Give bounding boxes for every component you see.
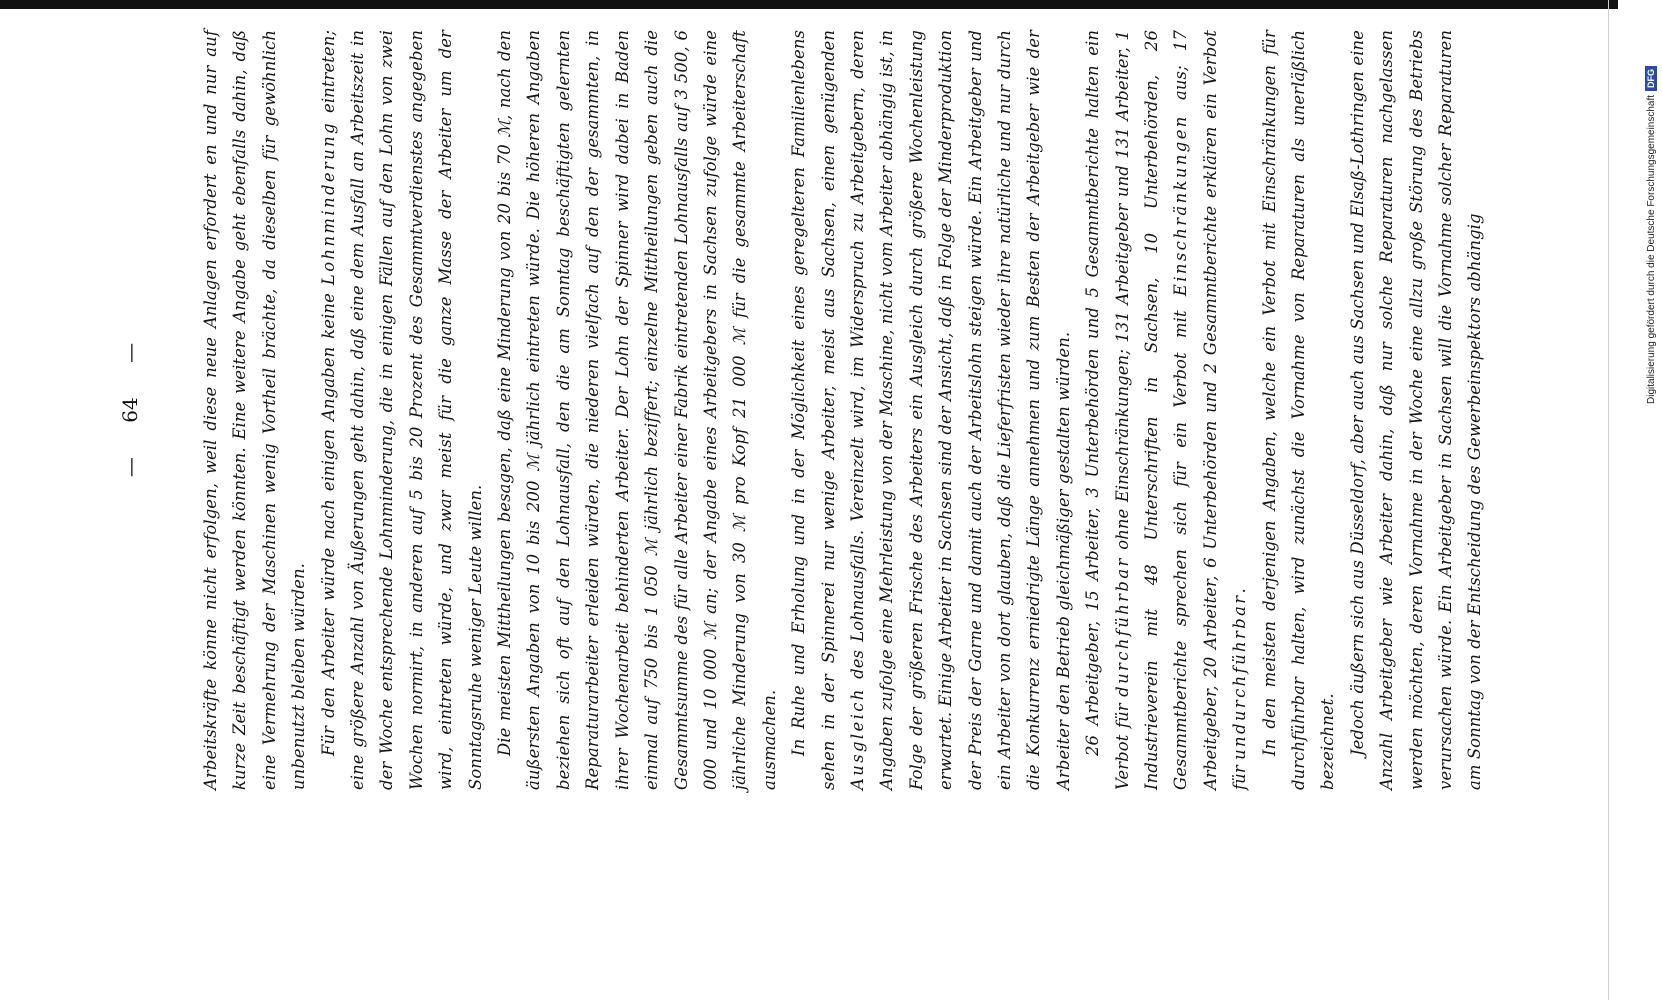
emphasized-text: durchführbar (1112, 556, 1132, 697)
digitization-notice (1640, 0, 1662, 404)
paragraph-text: In den meisten derjenigen Angaben, welche ein Verbot mit Einschränkungen für durchführbar halten, wird zunächst die Vornahme von Reparaturen als unerläßlich bezeichnet. (1259, 30, 1338, 790)
paragraph (314, 30, 490, 790)
paragraph (196, 30, 314, 790)
digitization-notice-strip (1618, 0, 1657, 1000)
scan-page-edge (1608, 0, 1609, 1000)
emphasized-text: Lohnminderung (318, 121, 338, 286)
paragraph (1078, 30, 1254, 790)
paragraph-text: Jedoch äußern sich aus Düsseldorf, aber auch aus Sachsen und Elsaß-Lothringen eine Anzahl Arbeitgeber wie Arbeiter dahin, daß nur solche Reparaturen nachgelassen werden möchten, deren Vornahme in der Woche eine allzu große Störung des Betriebs verursachen würde. Ein Arbeitgeber in Sachsen will die Vornahme solcher Reparaturen am Sonntag von der Entscheidung des Gewerbeinspektors abhängig (1347, 30, 1485, 790)
paragraph (1255, 30, 1343, 790)
paragraph-text: . (1230, 588, 1250, 594)
rotated-page-content (100, 29, 1485, 790)
emphasized-text: undurchführbar (1230, 593, 1250, 760)
dash-left: — (118, 457, 142, 478)
paragraph (1343, 30, 1490, 790)
dfg-logo: DFG (1645, 66, 1657, 91)
paragraph-text: Die meisten Mittheilungen besagen, daß eine Minderung von 20 bis 70 ℳ, nach den äußersten Angaben von 10 bis 200 ℳ jährlich eintreten würde. Die höheren Angaben beziehen sich oft auf den Lohnausfall, den die am Sonntag beschäftigten gelernten Reparaturarbeiter erleiden würden, die niederen vielfach auf den der gesammten, in ihrer Wochenarbeit behinderten Arbeiter. Der Lohn der Spinner wird dabei in Baden einmal auf 750 bis 1 050 ℳ jährlich beziffert; einzelne Mittheilungen geben auch die Gesammtsumme des für alle Arbeiter einer Fabrik eintretenden Lohnausfalls auf 3 500, 6 000 und 10 000 ℳ an; der Angabe eines Arbeitgebers in Sachsen zufolge würde eine jährliche Minderung von 30 ℳ pro Kopf 21 000 ℳ für die gesammte Arbeiterschaft ausmachen. (495, 30, 779, 790)
paragraph (490, 30, 784, 790)
page-number: 64 (118, 397, 142, 423)
paragraph (784, 30, 1078, 790)
paragraph-text: ohne Einschränkungen; 131 Arbeitgeber und 131 Arbeiter, 1 Industrieverein mit 48 Unterschriften in Sachsen, 10 Unterbehörden, 26 Gesammtberichte sprechen sich für ein Verbot mit (1112, 30, 1191, 790)
paragraph-text: Arbeitskräfte könne nicht erfolgen, weil diese neue Anlagen erfordert en und nur auf kurze Zeit beschäftigt werden könnten. Eine weitere Angabe geht ebenfalls dahin, daß eine Vermehrung der Maschinen wenig Vortheil brächte, da dieselben für gewöhnlich unbenutzt bleiben würden. (201, 30, 309, 790)
dash-right: — (118, 342, 142, 363)
digitization-notice-text: Digitalisierung gefördert durch die Deutsche Forschungsgemeinschaft (1645, 94, 1657, 404)
body-text (196, 29, 1485, 790)
paragraph-text: eintreten; eine größere Anzahl von Äußerungen geht dahin, daß eine dem Ausfall an Arbeitszeit in der Woche entsprechende Lohnminderung, die in einigen Fällen auf den Lohn von zwei Wochen normirt, in anderen auf 5 bis 20 Prozent des Gesammtverdienstes angegeben wird, eintreten würde, und zwar meist für die ganze Masse der Arbeiter um der Sonntagsruhe weniger Leute willen. (318, 29, 485, 790)
paragraph-text: des Lohnausfalls. Vereinzelt wird, im Widerspruch zu Arbeitgebern, deren Angaben zufolge eine Mehrleistung von der Maschine, nicht vom Arbeiter abhängig ist, in Folge der größeren Frische des Arbeiters ein Ausgleich durch größere Wochenleistung erwartet. Einige Arbeiter in Sachsen sind der Ansicht, daß in Folge der Minderproduktion der Preis der Garne und damit auch der Arbeitslohn steigen würde. Ein Arbeitgeber und ein Arbeiter von dort glauben, daß die Lieferfristen wieder ihre natürliche und nur durch die Konkurrenz erniedrigte Länge annehmen und zum Besten der Arbeitgeber wie der Arbeiter den Betrieb gleichmäßiger gestalten würden. (847, 30, 1073, 790)
page-number-header (100, 30, 160, 790)
emphasized-text: Einschränkungen (1171, 114, 1191, 297)
paragraph-text: Für den Arbeiter würde nach einigen Angaben keine (318, 285, 338, 756)
paragraph-text: In Ruhe und Erholung und in der Möglichkeit eines geregelteren Familienlebens sehen in der Spinnerei nur wenige Arbeiter, meist aus Sachsen, einen genügenden (789, 30, 838, 790)
emphasized-text: Ausgleich (847, 687, 867, 790)
paragraph-text: aus; 17 Arbeitgeber, 20 Arbeiter, 6 Unterbehörden und 2 Gesammtberichte erklären ein Verbot für (1171, 30, 1250, 790)
paragraph-text: 26 Arbeitgeber, 15 Arbeiter, 3 Unterbehörden und 5 Gesammtberichte halten ein Verbot für (1083, 30, 1132, 790)
